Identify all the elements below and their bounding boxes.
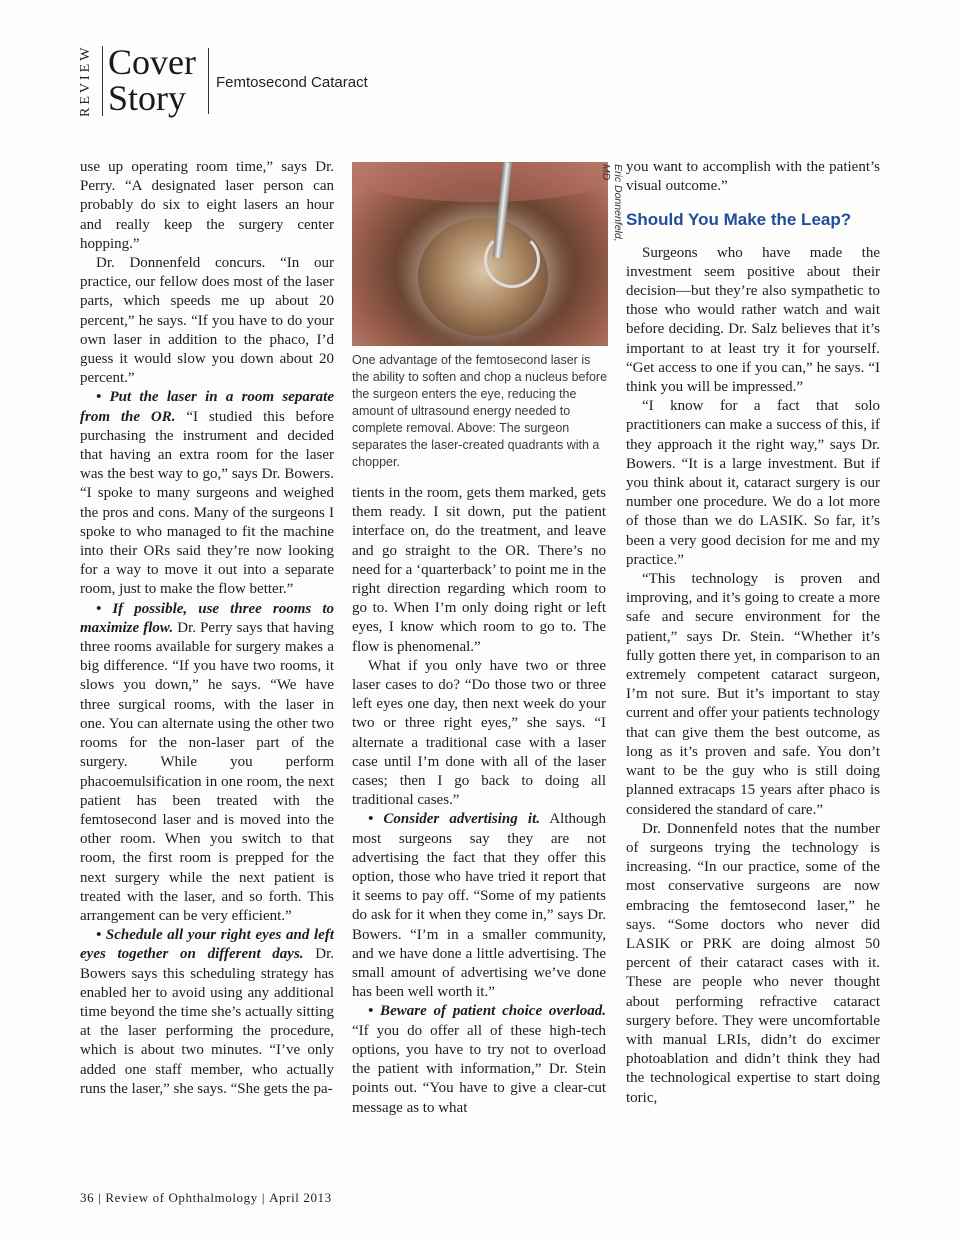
paragraph-body: “If you do offer all of these high-tech options, you have to try not to overload the patient with information,” Dr. Stein points out. “You have to give a clear-cut message as to what <box>352 1022 606 1116</box>
cover-word: Cover <box>108 42 196 82</box>
issue-date: April 2013 <box>269 1190 332 1205</box>
photo-credit: Eric Donnenfeld, MD <box>600 164 624 242</box>
bullet-lead: • Consider advertising it. <box>368 811 540 828</box>
story-word: Story <box>108 78 187 118</box>
paragraph-body: Dr. Bowers says this scheduling strategy has enabled her to avoid using any additional time beyond the time she’s actually sitting at the laser performing the procedure, which is about two minutes. “I’ve only added one staff member, who actually runs the laser,” she says. “She gets the pa- <box>80 946 335 1097</box>
paragraph: you want to accomplish with the patient’s visual outcome.” <box>626 159 880 195</box>
section-label: REVIEW <box>78 44 93 118</box>
eyelid-shape <box>352 162 608 202</box>
photo-caption: One advantage of the femtosecond laser is the ability to soften and chop a nucleus before the surgeon enters the eye, reducing the amount of ultrasound energy needed to complete removal. Above: The surgeon separates the laser-created quadrants with a chopper. <box>352 353 608 469</box>
section-subhead: Should You Make the Leap? <box>626 210 852 230</box>
bullet-lead: • If possible, use three rooms to maximize flow. <box>80 600 334 636</box>
chopper-tip <box>484 232 540 288</box>
page-footer <box>80 1190 332 1206</box>
paragraph: “I know for a fact that solo practitioners can make a success of this, if they approach it the right way,” says Dr. Bowers. “It is a large investment. But if you think about it, cataract surgery is our number one procedure. We do a lot more of those than we do LASIK. So far, it’s been a very good decision for me and my practice.” <box>626 398 880 568</box>
topic-label: Femtosecond Cataract <box>216 74 368 91</box>
paragraph: What if you only have two or three laser cases to do? “Do those two or three left eyes one day, then next week do your two or three right eyes,” she says. “I alternate a traditional case with a laser case until I’m done with all of the laser cases; then I go back to doing all traditional cases.” <box>352 657 606 809</box>
paragraph <box>80 600 334 926</box>
paragraph <box>80 926 334 1099</box>
paragraph: Surgeons who have made the investment seem positive about their decision—but they’re also sympathetic to those who would rather watch and wait before deciding. Dr. Salz believes that it’s important to at least try it for yourself. “Get access to one if you can,” he says. “I think you will be impressed.” <box>626 244 880 396</box>
article-column-2 <box>352 484 606 1118</box>
bullet-lead: • Put the laser in a room separate from the OR. <box>80 389 334 425</box>
paragraph: Dr. Donnenfeld concurs. “In our practice, our fellow does most of the laser parts, which speeds me up about 20 percent,” he says. “If you have to do your own laser in addition to the phaco, I’d guess it would slow you down about 20 percent.” <box>80 255 334 387</box>
header-divider <box>208 48 209 114</box>
paragraph: use up operating room time,” says Dr. Perry. “A designated laser person can probably do six to eight lasers an hour and really keep the surgery center hopping.” <box>80 159 334 252</box>
bullet-lead: • Schedule all your right eyes and left eyes together on different days. <box>80 927 334 963</box>
footer-separator: | <box>261 1190 266 1205</box>
surgery-photo <box>352 162 608 346</box>
paragraph-body: Although most surgeons say they are not advertising the fact that they offer this option, those who have tried it report that it seems to pay off. “Some of my patients do ask for it when they come in,” says Dr. Bowers. “I’m in a smaller community, and we have done a little advertising. The small amount of advertising we’ve done has been well worth it.” <box>352 811 606 1001</box>
page-number: 36 <box>80 1190 95 1205</box>
paragraph <box>352 1002 606 1117</box>
article-column-3 <box>626 158 880 1108</box>
paragraph-body: Dr. Perry says that having three rooms available for surgery makes a big difference. “If you have two rooms, it slows you down,” he says. “We have three surgical rooms, with the laser in one. You can alternate using the other two rooms for the non-laser part of the surgery. While you perform phacoemulsification in one room, the next patient has been treated with the femtosecond laser and is moved into the other room. When you switch to that room, the first room is prepped for the next surgery while the next patient is treated with the laser, and so forth. This arrangement can be very efficient.” <box>80 619 334 924</box>
publication-name: Review of Ophthalmology <box>105 1190 258 1205</box>
paragraph: Dr. Donnenfeld notes that the number of surgeons trying the technology is increasing. “In our practice, some of the most conservative surgeons are now embracing the femtosecond laser,” he says. “Some doctors who never did LASIK or PRK are doing almost 50 percent of their cataract cases with it. These are people who never thought about performing refractive cataract surgery before. They were uncomfortable with manual LRIs, didn’t do excimer photoablation and didn’t think they had the technological expertise to start doing toric, <box>626 820 880 1106</box>
footer-separator: | <box>98 1190 102 1205</box>
paragraph <box>352 810 606 1002</box>
paragraph: tients in the room, gets them marked, gets them ready. I sit down, put the patient interface on, do the treatment, and leave and go straight to the OR. There’s no need for a ‘quarterback’ to point me in the right direction regarding which room to go to. When I’m only doing right or left eyes, I know which room to go to. The flow is phenomenal.” <box>352 485 606 655</box>
paragraph <box>80 388 334 599</box>
bullet-lead: • Beware of patient choice overload. <box>368 1003 606 1020</box>
paragraph: “This technology is proven and improving, and it’s going to create a more safe and secure environment for the patient,” says Dr. Stein. “Whether it’s fully gotten there yet, in comparison to an extremely competent cataract surgeon, I’m not sure. But it’s important to stay current and offer your patients technology that can give them the best outcome, as long as it’s proven and safe. You don’t want to be the guy who is still doing planned extracaps 15 years after phaco is considered the standard of care.” <box>626 571 880 818</box>
header-divider <box>102 46 103 116</box>
paragraph-body: “I studied this before purchasing the instrument and decided that having an extra room for the laser was the best way to go,” says Dr. Bowers. “I spoke to many surgeons and weighed the pros and cons. Many of the surgeons I spoke to who managed to fit the machine into their ORs said they’re now looking for a way to move it out into a separate room, just to make the flow better.” <box>80 408 334 598</box>
article-column-1 <box>80 158 334 1099</box>
